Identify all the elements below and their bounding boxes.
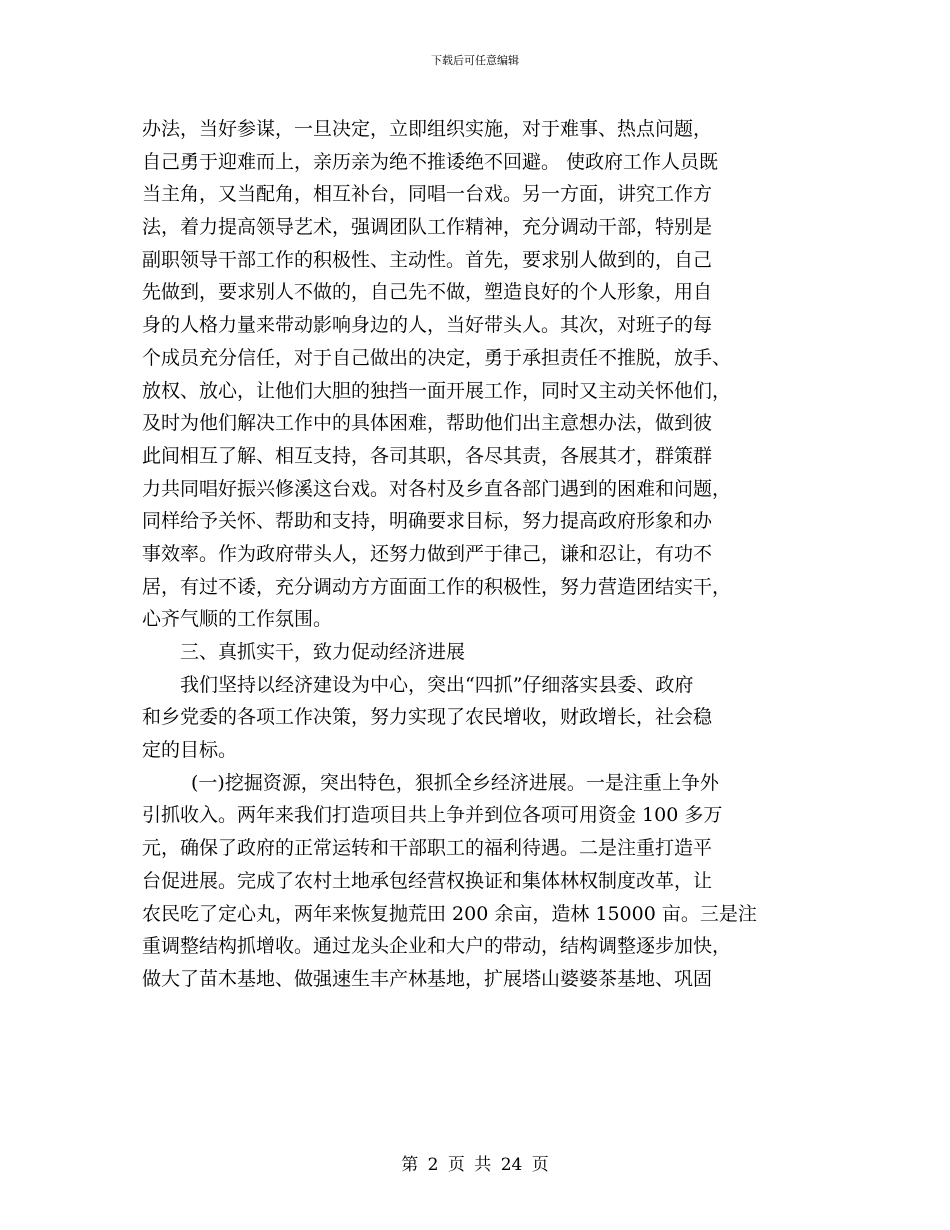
body-line-27: 做大了苗木基地、做强速生丰产林基地，扩展塔山婆婆茶基地、巩固 <box>142 967 713 990</box>
body-line-6: 先做到，要求别人不做的，自己先不做，塑造良好的个人形象，用自 <box>142 281 713 304</box>
body-line-24: 台促进展。完成了农村土地承包经营权换证和集体林权制度改革，让 <box>142 869 713 892</box>
body-line-26: 重调整结构抓增收。通过龙头企业和大户的带动，结构调整逐步加快， <box>142 935 732 958</box>
body-line-4: 法，着力提高领导艺术，强调团队工作精神，充分调动干部，特别是 <box>142 216 713 239</box>
body-line-5: 副职领导干部工作的积极性、主动性。首先，要求别人做到的，自己 <box>142 248 713 271</box>
section-heading: 三、真抓实干，致力促动经济进展 <box>180 641 466 663</box>
body-line-23: 元，确保了政府的正常运转和干部职工的福利待遇。二是注重打造平 <box>142 837 713 860</box>
body-line-16: 心齐气顺的工作氛围。 <box>142 608 333 631</box>
body-line-8: 个成员充分信任，对于自己做出的决定，勇于承担责任不推脱，放手、 <box>142 346 732 369</box>
body-line-14: 事效率。作为政府带头人，还努力做到严于律己，谦和忍让，有功不 <box>142 542 713 565</box>
body-line-20: 定的目标。 <box>142 739 238 762</box>
body-line-11: 此间相互了解、相互支持，各司其职，各尽其责，各展其才，群策群 <box>142 444 713 467</box>
body-line-25: 农民吃了定心丸，两年来恢复抛荒田 200 余亩，造林 15000 亩。三是注 <box>142 902 757 925</box>
body-line-7: 身的人格力量来带动影响身边的人，当好带头人。其次，对班子的每 <box>142 314 713 337</box>
document-body <box>142 113 814 996</box>
body-line-3: 当主角，又当配角，相互补台，同唱一台戏。另一方面，讲究工作方 <box>142 183 713 206</box>
body-line-2: 自己勇于迎难而上，亲历亲为绝不推诿绝不回避。 使政府工作人员既 <box>142 150 719 173</box>
body-line-19: 和乡党委的各项工作决策，努力实现了农民增收，财政增长，社会稳 <box>142 706 713 729</box>
page-header-note: 下载后可任意编辑 <box>431 54 519 67</box>
body-line-12: 力共同唱好振兴修溪这台戏。对各村及乡直各部门遇到的困难和问题， <box>142 477 732 500</box>
body-line-1: 办法，当好参谋，一旦决定，立即组织实施，对于难事、热点问题， <box>142 118 713 140</box>
body-line-9: 放权、放心，让他们大胆的独挡一面开展工作，同时又主动关怀他们， <box>142 379 732 402</box>
body-line-15: 居，有过不诿，充分调动方方面面工作的积极性，努力营造团结实干， <box>142 575 732 598</box>
body-line-22: 引抓收入。两年来我们打造项目共上争并到位各项可用资金 100 多万 <box>142 804 723 827</box>
subsection-line: (一)挖掘资源，突出特色，狠抓全乡经济进展。一是注重上争外 <box>191 771 719 794</box>
body-line-13: 同样给予关怀、帮助和支持，明确要求目标，努力提高政府形象和办 <box>142 510 713 533</box>
page-number-footer: 第 2 页 共 24 页 <box>401 1155 549 1175</box>
body-line-18: 我们坚持以经济建设为中心，突出“四抓”仔细落实县委、政府 <box>180 673 694 696</box>
body-line-10: 及时为他们解决工作中的具体困难，帮助他们出主意想办法，做到彼 <box>142 412 713 435</box>
